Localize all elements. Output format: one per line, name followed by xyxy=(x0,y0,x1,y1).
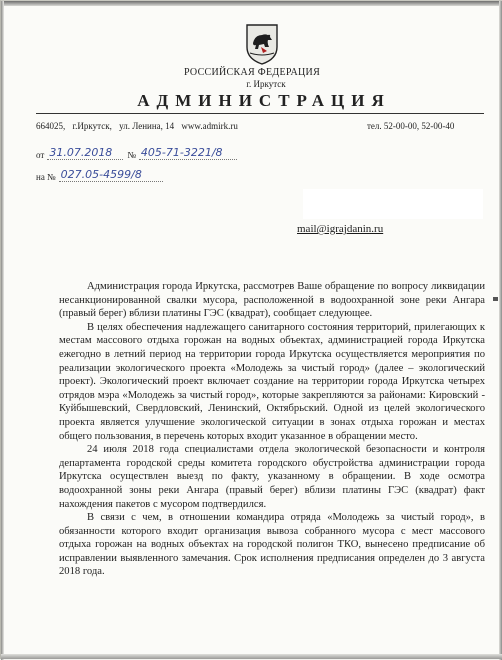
letter-body xyxy=(59,280,485,579)
outgoing-number: 405-71-3221/8 xyxy=(139,147,237,160)
city-name: г. Иркутск xyxy=(246,79,286,89)
recipient-email[interactable]: mail@igrajdanin.ru xyxy=(297,223,384,235)
country-name: РОССИЙСКАЯ ФЕДЕРАЦИЯ xyxy=(183,67,321,78)
reference-number: 027.05-4599/8 xyxy=(59,169,163,182)
body-paragraph: В целях обеспечения надлежащего санитарного состояния территорий, прилегающих к местам массового отдыха горожан на водных объектах, администрацией города Иркутска ежегодно в летний период на территории города Иркутска осуществляется мероприятия по реализации экологического проекта «Молодежь за чистый город» (далее – экологический проект). Экологический проект включает создание на территории города Иркутска четырех отрядов мэра «Молодежь за чистый город», которые закрепляются за районами: Кировский - Куйбышевский, Свердловский, Ленинский, Октябрьский. Одной из целей экологического проекта является улучшение экологической ситуации в зонах отдыха горожан и местах общего пользования, в перечень которых входит указанное в обращении место. xyxy=(59,321,485,442)
irkutsk-coat-of-arms-icon xyxy=(245,23,279,65)
address-city: г.Иркутск, xyxy=(72,121,112,131)
address-line xyxy=(36,121,243,131)
reference-label: на № xyxy=(36,172,56,182)
organization-title: АДМИНИСТРАЦИЯ xyxy=(137,91,391,110)
scan-edge-top xyxy=(1,1,502,6)
redacted-recipient-block xyxy=(303,189,483,219)
number-label: № xyxy=(127,150,136,160)
outgoing-date: 31.07.2018 xyxy=(47,147,123,160)
scan-mark xyxy=(493,297,498,301)
postcode: 664025, xyxy=(36,121,66,131)
body-paragraph: В связи с чем, в отношении командира отряда «Молодежь за чистый город», в обязанности которого входит организация вывоза собранного мусора с мест массового отдыха горожан на водных объектах на городской полигон ТКО, вынесено предписание об исправлении выявленного замечания. Срок исполнения предписания определен до 3 августа 2018 года. xyxy=(59,512,485,578)
scan-edge-bottom xyxy=(1,654,502,659)
registration-row xyxy=(36,147,237,160)
date-label: от xyxy=(36,150,45,160)
header-divider xyxy=(36,113,484,114)
address-street: ул. Ленина, 14 xyxy=(119,121,175,131)
body-paragraph: Администрация города Иркутска, рассмотрев Ваше обращение по вопросу ликвидации несанкционированной свалки мусора, расположенной в водоохранной зоне реки Ангара (правый берег) вблизи платины ГЭС (квадрат), сообщает следующее. xyxy=(59,281,485,320)
phone-numbers: тел. 52-00-00, 52-00-40 xyxy=(367,121,455,131)
reference-row xyxy=(36,169,163,182)
website-link[interactable]: www.admirk.ru xyxy=(181,121,238,131)
body-paragraph: 24 июля 2018 года специалистами отдела экологической безопасности и контроля департамента городской среды комитета городского обустройства администрации города Иркутска осуществлен выезд по факту, указанному в обращении. В ходе осмотра водоохранной зоны реки Ангара (правый берег) вблизи платины ГЭС (квадрат) факт нахождения пакетов с мусором подтвердился. xyxy=(59,444,485,510)
